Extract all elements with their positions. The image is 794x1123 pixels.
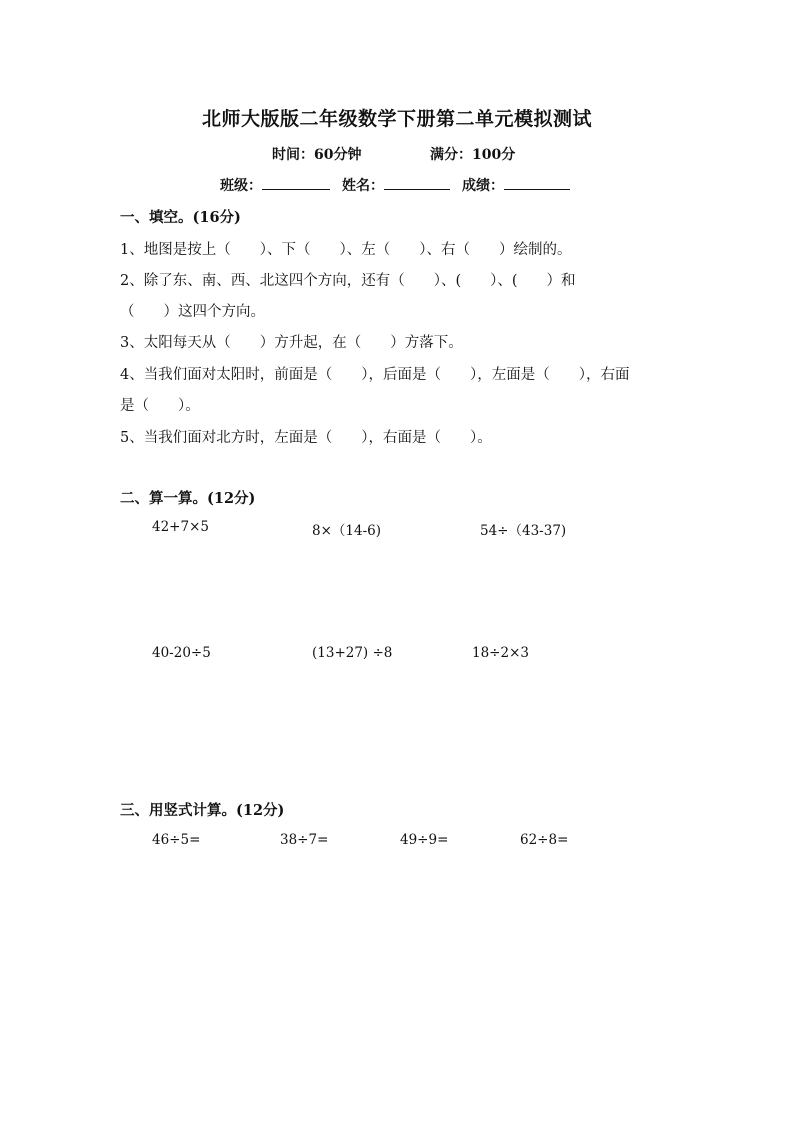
name-field [342,175,450,195]
grade-label: 成绩： [462,178,504,194]
time-limit: 时间：60分钟 [272,147,362,163]
fill-question-3: 3、太阳每天从（ ）方升起，在（ ）方落下。 [120,335,463,351]
fill-question-4: 4、当我们面对太阳时，前面是（ ），后面是（ ），左面是（ ），右面 [120,367,630,383]
calc-expression: 54÷（43-37) [480,523,567,539]
grade-field [462,175,570,195]
name-blank[interactable] [384,175,450,190]
fill-question-2-cont: （ ）这四个方向。 [120,304,265,320]
fill-question-1: 1、地图是按上（ ）、下（ ）、左（ ）、右（ ）绘制的。 [120,242,572,258]
page-title: 北师大版版二年级数学下册第二单元模拟测试 [201,108,592,130]
calc-expression: 8×（14-6) [312,523,381,539]
section-2-heading: 二、算一算。(12分) [120,490,256,507]
section-1-heading: 一、填空。(16分) [120,209,241,226]
calc-expression: 42+7×5 [152,519,209,535]
class-field [220,175,330,195]
class-blank[interactable] [262,175,330,190]
name-label: 姓名： [342,178,384,194]
total-score: 满分：100分 [430,147,516,163]
grade-blank[interactable] [504,175,570,190]
fill-question-2: 2、除了东、南、西、北这四个方向，还有（ ）、( ）、( ）和 [120,273,576,289]
calc-expression: 40-20÷5 [152,645,211,661]
division-problem: 62÷8= [520,832,569,848]
fill-question-4-cont: 是（ ）。 [120,398,200,414]
calc-expression: (13+27) ÷8 [312,645,393,661]
class-label: 班级： [220,178,262,194]
division-problem: 49÷9= [400,832,449,848]
calc-expression: 18÷2×3 [472,645,529,661]
division-problem: 38÷7= [280,832,329,848]
section-3-heading: 三、用竖式计算。(12分) [120,802,285,819]
fill-question-5: 5、当我们面对北方时，左面是（ ），右面是（ ）。 [120,430,492,446]
division-problem: 46÷5= [152,832,201,848]
